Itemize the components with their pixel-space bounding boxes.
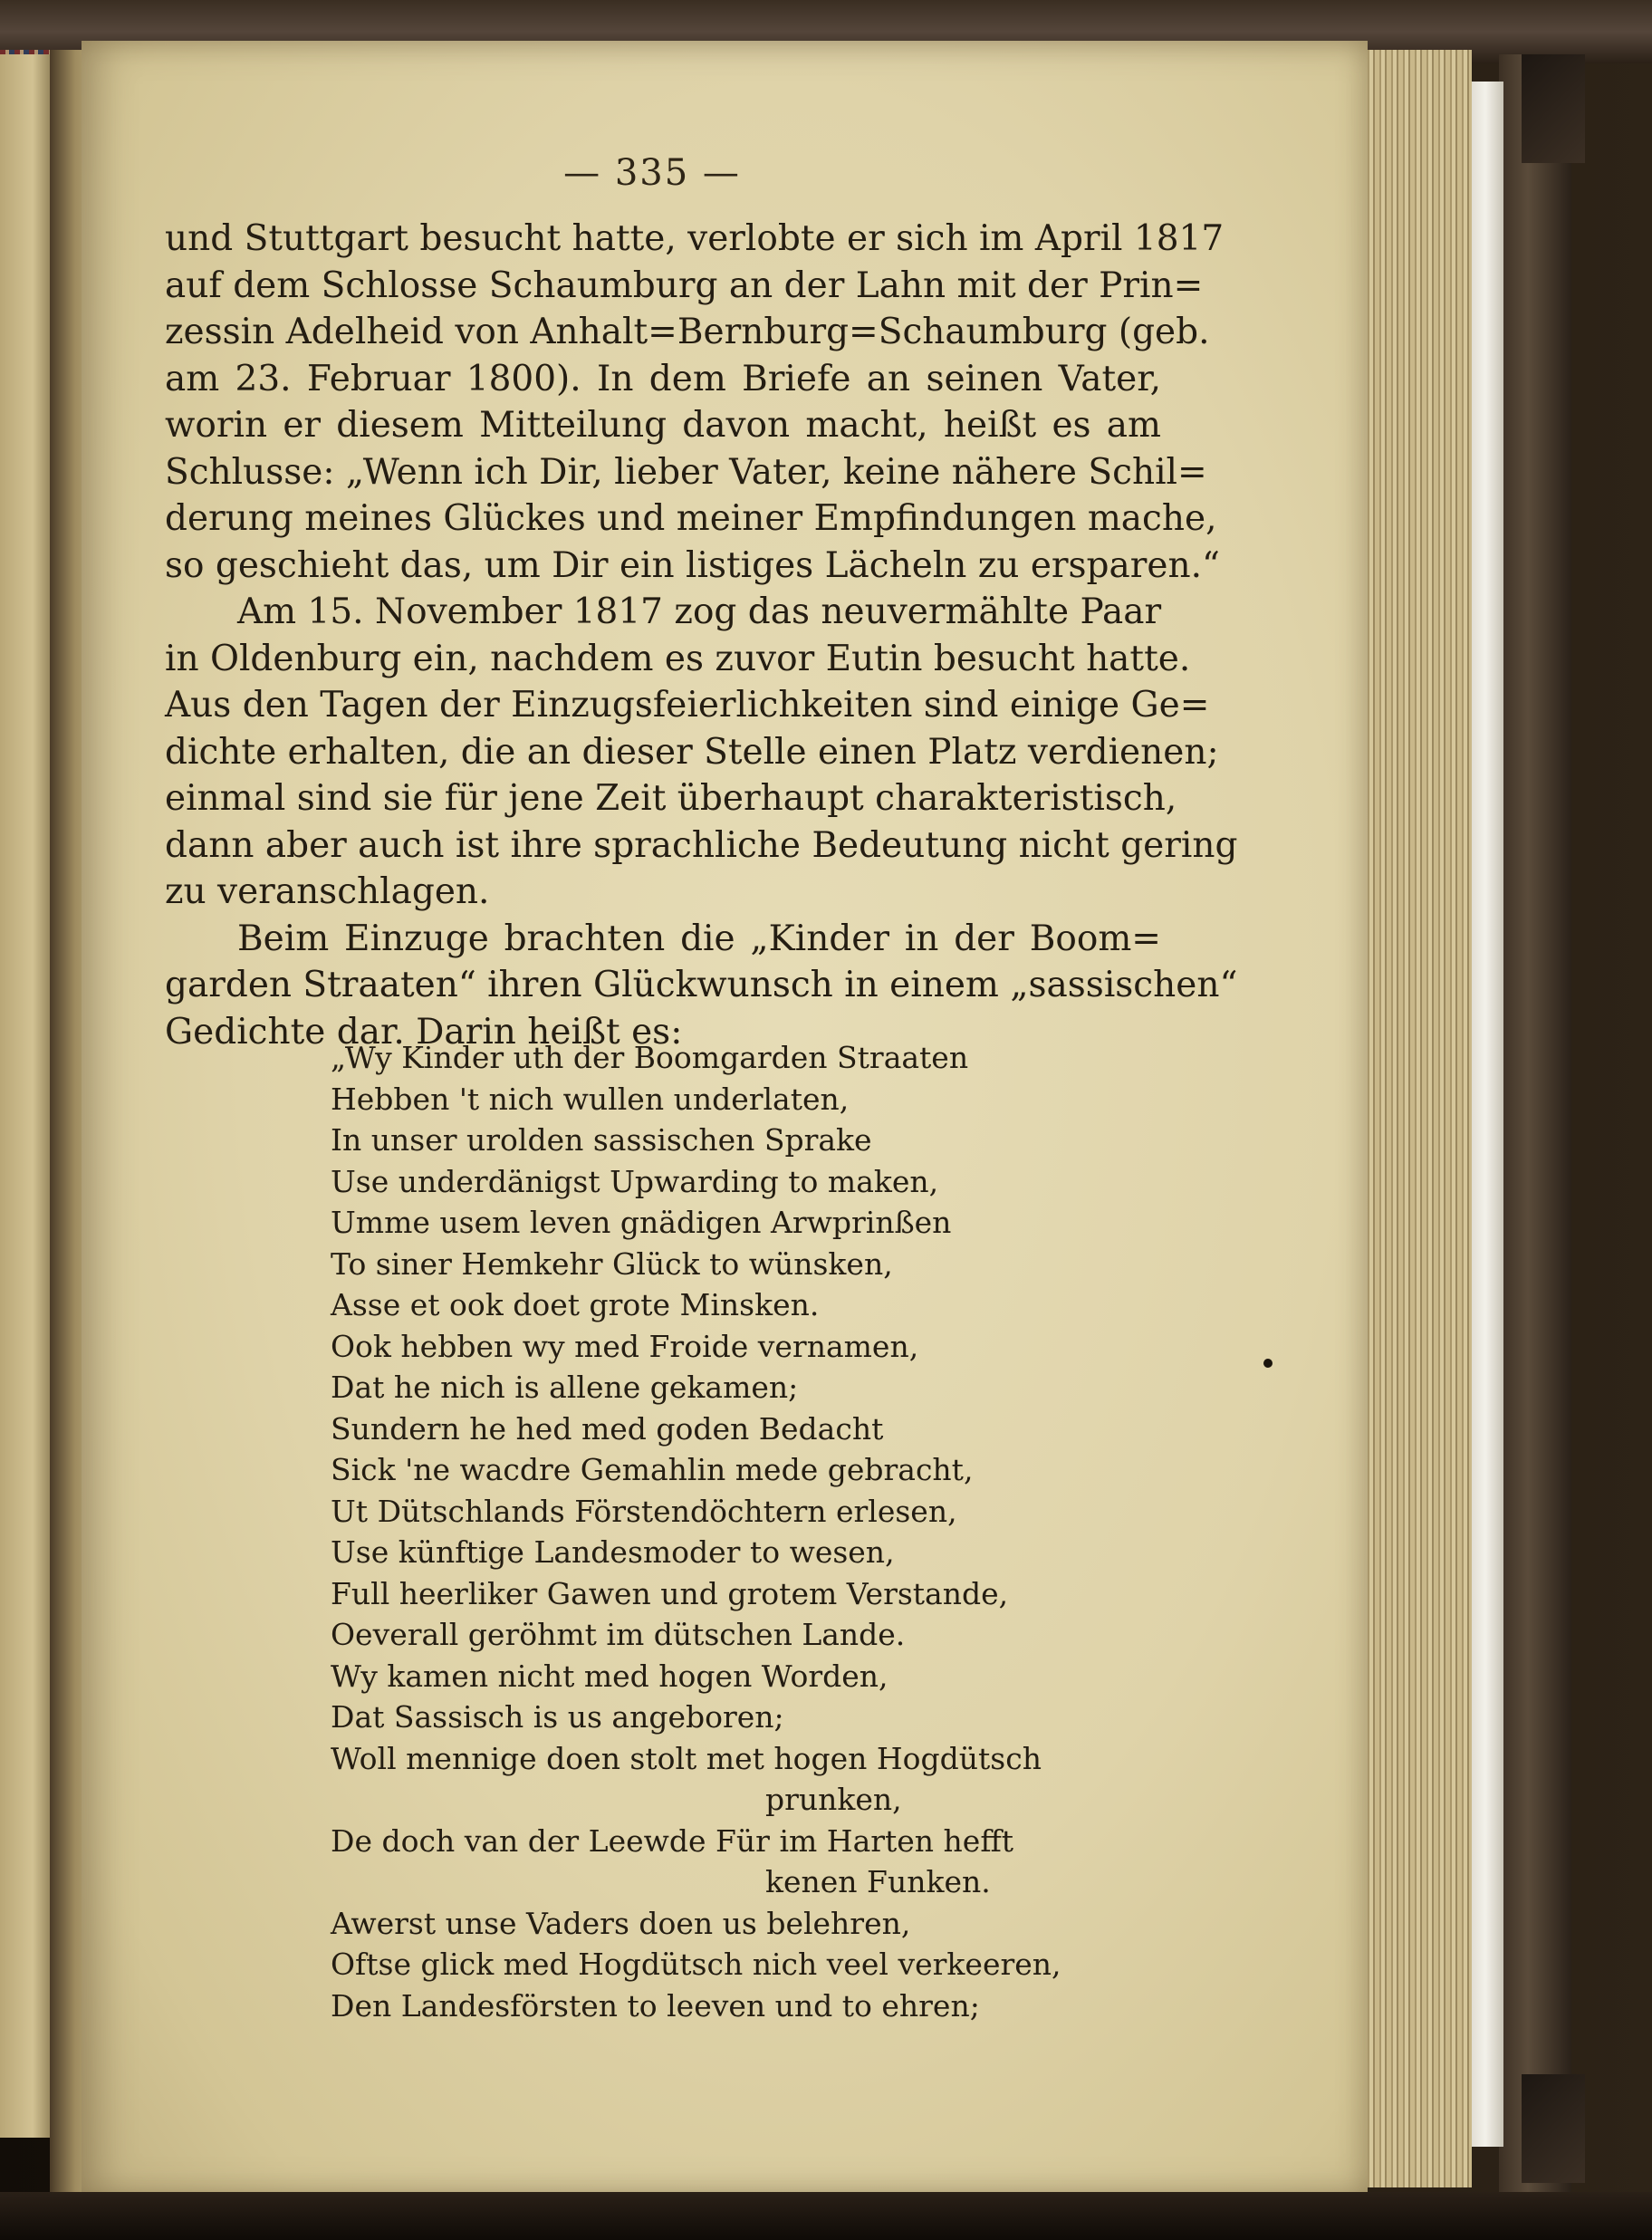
text-line: Aus den Tagen der Einzugsfeierlichkeiten sind einige Ge= bbox=[165, 685, 1210, 726]
poem-line: Use underdänigst Upwarding to maken, bbox=[331, 1163, 939, 1199]
poem-line: De doch van der Leewde Für im Harten hefft bbox=[331, 1822, 1014, 1859]
poem-line: Asse et ook doet grote Minsken. bbox=[331, 1287, 820, 1322]
text-line: auf dem Schlosse Schaumburg an der Lahn mit der Prin= bbox=[165, 264, 1204, 306]
text-line: dichte erhalten, die an dieser Stelle einen Platz verdienen; bbox=[165, 731, 1219, 773]
back-cover-board bbox=[1499, 54, 1571, 2210]
text-line: Schlusse: „Wenn ich Dir, lieber Vater, keine nähere Schil= bbox=[165, 451, 1207, 493]
poem-line: Woll mennige doen stolt met hogen Hogdütsch bbox=[331, 1740, 1042, 1776]
poem-line: Oftse glick med Hogdütsch nich veel verkeeren, bbox=[331, 1947, 1061, 1982]
left-page-edge bbox=[0, 54, 54, 2138]
poem-line: Sick 'ne wacdre Gemahlin mede gebracht, bbox=[331, 1452, 974, 1487]
text-line: Gedichte dar. Darin heißt es: bbox=[165, 1011, 683, 1053]
text-line: zessin Adelheid von Anhalt=Bernburg=Schaumburg (geb. bbox=[165, 312, 1210, 352]
poem-line: In unser urolden sassischen Sprake bbox=[331, 1122, 872, 1158]
poem-line: Hebben 't nich wullen underlaten, bbox=[331, 1081, 850, 1117]
text-line: und Stuttgart besucht hatte, verlobte er sich im April 1817 bbox=[165, 218, 1225, 259]
cover-corner-top bbox=[1522, 54, 1585, 163]
ink-speck bbox=[1263, 1359, 1273, 1368]
text-line: Beim Einzuge brachten die „Kinder in der Boom= bbox=[237, 918, 1161, 959]
poem-line: Dat Sassisch is us angeboren; bbox=[331, 1699, 784, 1735]
poem-line: Wy kamen nicht med hogen Worden, bbox=[331, 1658, 888, 1694]
text-line: in Oldenburg ein, nachdem es zuvor Eutin besucht hatte. bbox=[165, 638, 1191, 679]
text-line: Am 15. November 1817 zog das neuvermählte Paar bbox=[237, 591, 1162, 632]
poem-line: Umme usem leven gnädigen Arwprinßen bbox=[331, 1205, 952, 1240]
poem-line: Full heerliker Gawen und grotem Verstande, bbox=[331, 1575, 1009, 1611]
text-line: am 23. Februar 1800). In dem Briefe an seinen Vater, bbox=[165, 358, 1161, 399]
text-line: worin er diesem Mitteilung davon macht, heißt es am bbox=[165, 405, 1161, 446]
poem-line: Dat he nich is allene gekamen; bbox=[331, 1370, 799, 1405]
text-line: dann aber auch ist ihre sprachliche Bedeutung nicht gering bbox=[165, 824, 1238, 866]
poem-line: prunken, bbox=[765, 1782, 902, 1817]
prose-body bbox=[165, 216, 1238, 1055]
poem-line: Ut Dütschlands Förstendöchtern erlesen, bbox=[331, 1493, 957, 1529]
poem-line: Awerst unse Vaders doen us belehren, bbox=[331, 1905, 911, 1941]
poem-line: Use künftige Landesmoder to wesen, bbox=[331, 1534, 895, 1570]
poem-line: To siner Hemkehr Glück to wünsken, bbox=[331, 1245, 893, 1282]
text-line: so geschieht das, um Dir ein listiges Lächeln zu ersparen.“ bbox=[165, 544, 1220, 586]
text-line: einmal sind sie für jene Zeit überhaupt charakteristisch, bbox=[165, 778, 1177, 819]
inserted-slip bbox=[1467, 82, 1503, 2147]
page-block-edge bbox=[1363, 50, 1472, 2187]
poem-line: Den Landesförsten to leeven und to ehren; bbox=[331, 1987, 980, 2024]
poem-line: „Wy Kinder uth der Boomgarden Straaten bbox=[331, 1040, 969, 1075]
poem-line: Sundern he hed med goden Bedacht bbox=[331, 1410, 884, 1447]
text-line: zu veranschlagen. bbox=[165, 871, 490, 912]
cover-corner-bottom bbox=[1522, 2074, 1585, 2183]
poem-line: Ook hebben wy med Froide vernamen, bbox=[331, 1328, 919, 1364]
poem-line: kenen Funken. bbox=[765, 1864, 991, 1899]
text-line: derung meines Glückes und meiner Empfindungen mache, bbox=[165, 498, 1217, 539]
bottom-shadow bbox=[0, 2192, 1652, 2240]
page-number: — 335 — bbox=[563, 152, 741, 194]
text-line: garden Straaten“ ihren Glückwunsch in einem „sassischen“ bbox=[165, 965, 1238, 1005]
poem-block bbox=[331, 1037, 1061, 2026]
poem-line: Oeverall geröhmt im dütschen Lande. bbox=[331, 1617, 906, 1652]
